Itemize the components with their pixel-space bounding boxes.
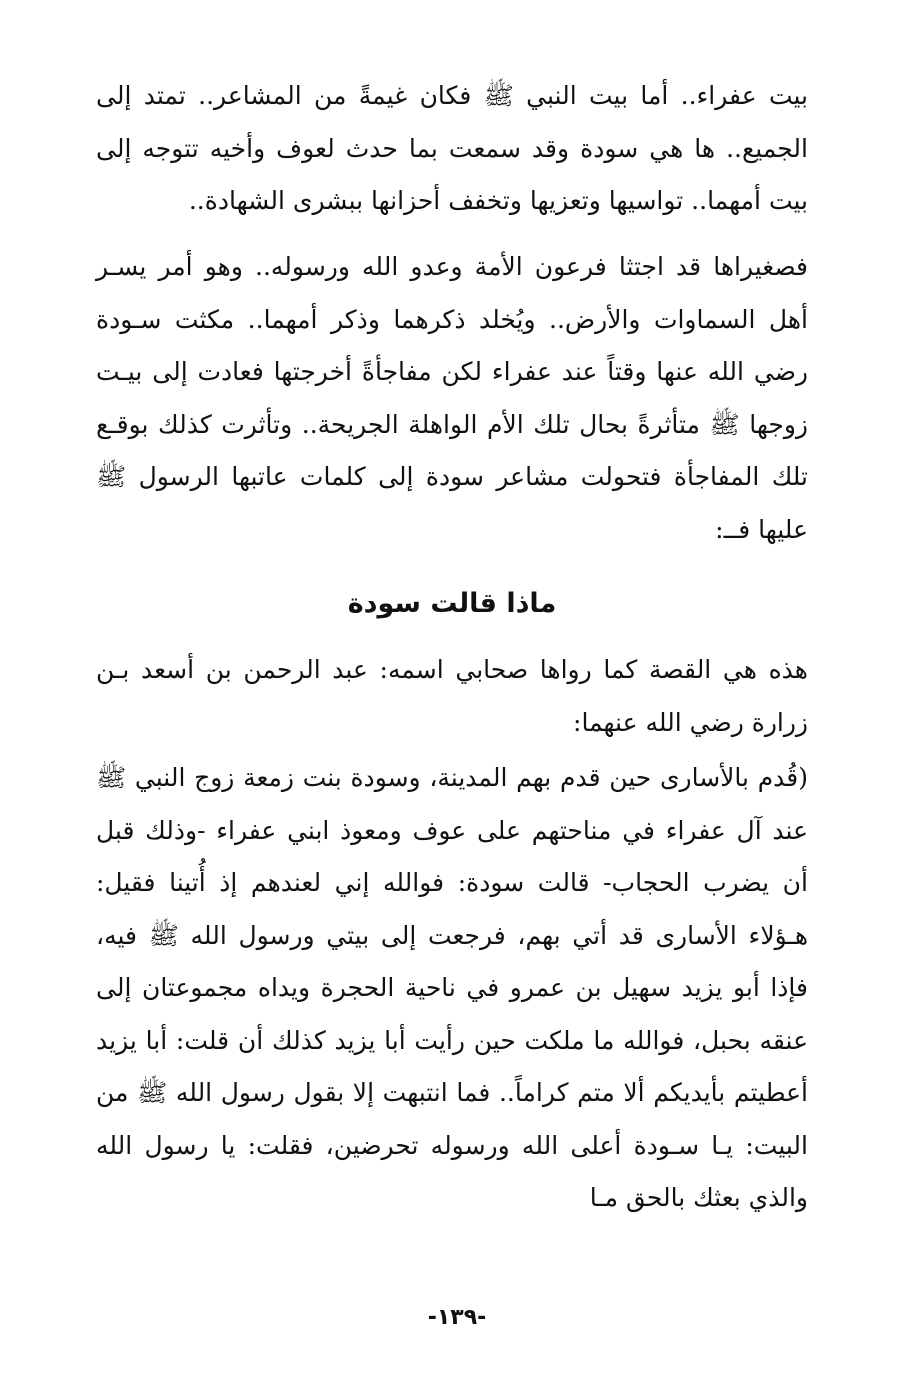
paragraph-sawda-visit: فصغيراها قد اجتثا فرعون الأمة وعدو الله ورسوله.. وهو أمر يسـر أهل السماوات والأرض.. ويُخلد ذكرهما وذكر أمهما.. مكثت سـودة رضي الله عنها وقتاً عند عفراء لكن مفاجأةً أخرجتها فعادت إلى بيـت زوجها ﷺ متأثرةً بحال تلك الأم الواهلة الجريحة.. وتأثرت كذلك بوقـع تلك المفاجأة فتحولت مشاعر سودة إلى كلمات عاتبها الرسول ﷺ عليها فــ: <box>96 252 808 544</box>
section-heading: ماذا قالت سودة <box>347 588 557 619</box>
paragraph-narrator: هذه هي القصة كما رواها صحابي اسمه: عبد الرحمن بن أسعد بـن زرارة رضي الله عنهما: <box>96 655 808 737</box>
paragraph-intro: بيت عفراء.. أما بيت النبي ﷺ فكان غيمةً من المشاعر.. تمتد إلى الجميع.. ها هي سودة وقد سمعت بما حدث لعوف وأخيه تتوجه إلى بيت أمهما.. تواسيها وتعزيها وتخفف أحزانها ببشرى الشهادة.. <box>96 81 808 215</box>
paragraph-hadith: (قُدم بالأسارى حين قدم بهم المدينة، وسودة بنت زمعة زوج النبي ﷺ عند آل عفراء في مناحتهم على عوف ومعوذ ابني عفراء -وذلك قبل أن يضرب الحجاب- قالت سودة: فوالله إني لعندهم إذ أُتينا فقيل: هـؤلاء الأسارى قد أتي بهم، فرجعت إلى بيتي ورسول الله ﷺ فيه، فإذا أبو يزيد سهيل بن عمرو في ناحية الحجرة ويداه مجموعتان إلى عنقه بحبل، فوالله ما ملكت حين رأيت أبا يزيد كذلك أن قلت: أبا يزيد أعطيتم بأيديكم ألا متم كراماً.. فما انتبهت إلا بقول رسول الله ﷺ من البيت: يـا سـودة أعلى الله ورسوله تحرضين، فقلت: يا رسول الله والذي بعثك بالحق مـا <box>96 763 808 1212</box>
page-number: -١٣٩- <box>427 1305 487 1330</box>
